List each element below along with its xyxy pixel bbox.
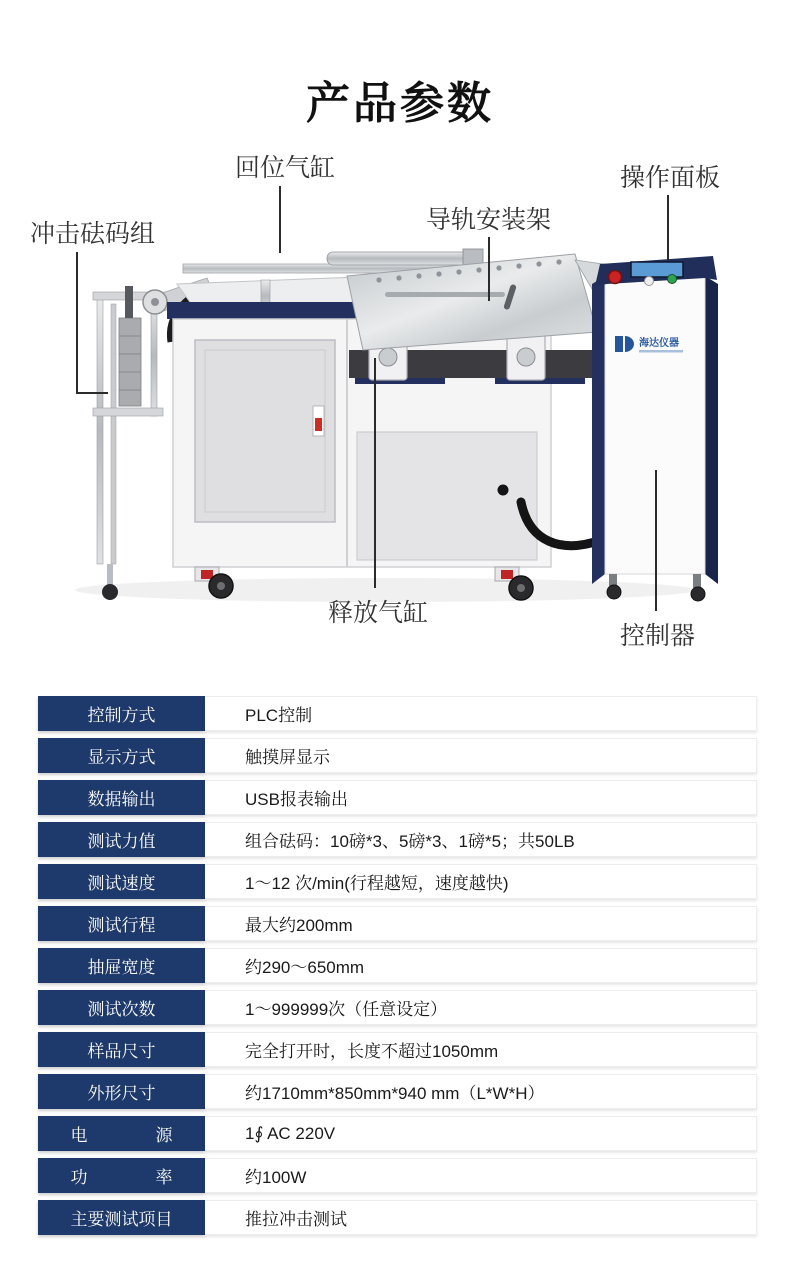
callout-line-release-cylinder [374, 358, 376, 588]
page-title: 产品参数 [306, 79, 494, 129]
weight-stack-assembly [93, 286, 163, 564]
spec-label: 电 源 [38, 1116, 205, 1151]
spec-value: 1∮ AC 220V [205, 1116, 757, 1151]
spec-label: 测试行程 [38, 906, 205, 941]
machine-figure [55, 240, 745, 610]
spec-value: 1～12 次/min(行程越短，速度越快) [205, 864, 757, 899]
spec-value: 推拉冲击测试 [205, 1200, 757, 1235]
emergency-stop-button [609, 271, 622, 284]
table-row [38, 696, 757, 731]
door-handle [315, 418, 322, 431]
table-row [38, 738, 757, 773]
callout-line-rail-bracket [488, 237, 490, 301]
spec-value: PLC控制 [205, 696, 757, 731]
pillow-block [507, 334, 545, 380]
callout-line-control-panel [667, 195, 669, 261]
spec-value: 约290～650mm [205, 948, 757, 983]
spec-value: 约100W [205, 1158, 757, 1193]
white-button [645, 277, 654, 286]
spec-value: 组合砝码：10磅*3、5磅*3、1磅*5；共50LB [205, 822, 757, 857]
spec-label: 测试速度 [38, 864, 205, 899]
spec-value: 1～999999次（任意设定） [205, 990, 757, 1025]
table-row [38, 1116, 757, 1151]
callout-weight-stack: 冲击砝码组 [30, 220, 156, 248]
brand-logo-text: 海达仪器 [639, 338, 679, 349]
callout-line-weight-stack-v [76, 252, 78, 393]
spec-label: 数据输出 [38, 780, 205, 815]
callout-release-cylinder: 释放气缸 [328, 599, 429, 627]
spec-label: 样品尺寸 [38, 1032, 205, 1067]
spec-label: 控制方式 [38, 696, 205, 731]
lower-panel [357, 432, 537, 560]
green-button [668, 275, 677, 284]
spec-label: 主要测试项目 [38, 1200, 205, 1235]
table-row [38, 948, 757, 983]
table-row [38, 906, 757, 941]
spec-value: 完全打开时，长度不超过1050mm [205, 1032, 757, 1067]
spec-value: USB报表输出 [205, 780, 757, 815]
weight-plates [119, 318, 141, 406]
callout-return-cylinder: 回位气缸 [235, 154, 336, 182]
spec-label: 显示方式 [38, 738, 205, 773]
spec-value: 约1710mm*850mm*940 mm（L*W*H） [205, 1074, 757, 1109]
callout-line-controller [655, 470, 657, 611]
table-row [38, 780, 757, 815]
machine-illustration [55, 240, 745, 610]
table-row [38, 1074, 757, 1109]
table-row [38, 1200, 757, 1235]
spec-label: 测试力值 [38, 822, 205, 857]
table-row [38, 822, 757, 857]
spec-label: 功 率 [38, 1158, 205, 1193]
spec-label: 抽屉宽度 [38, 948, 205, 983]
callout-control-panel: 操作面板 [620, 164, 721, 192]
spec-value: 最大约200mm [205, 906, 757, 941]
spec-value: 触摸屏显示 [205, 738, 757, 773]
touch-screen [631, 262, 683, 277]
return-cylinder [327, 252, 475, 265]
brand-logo [615, 336, 683, 353]
table-row [38, 990, 757, 1025]
callout-rail-bracket: 导轨安装架 [426, 206, 552, 234]
callout-line-return-cylinder [279, 186, 281, 253]
table-row [38, 1032, 757, 1067]
spec-label: 测试次数 [38, 990, 205, 1025]
spec-table [38, 696, 757, 1242]
table-row [38, 1158, 757, 1193]
spec-label: 外形尺寸 [38, 1074, 205, 1109]
callout-controller: 控制器 [620, 622, 696, 650]
callout-line-weight-stack-h [76, 392, 108, 394]
weight-hook [125, 286, 133, 318]
table-row [38, 864, 757, 899]
